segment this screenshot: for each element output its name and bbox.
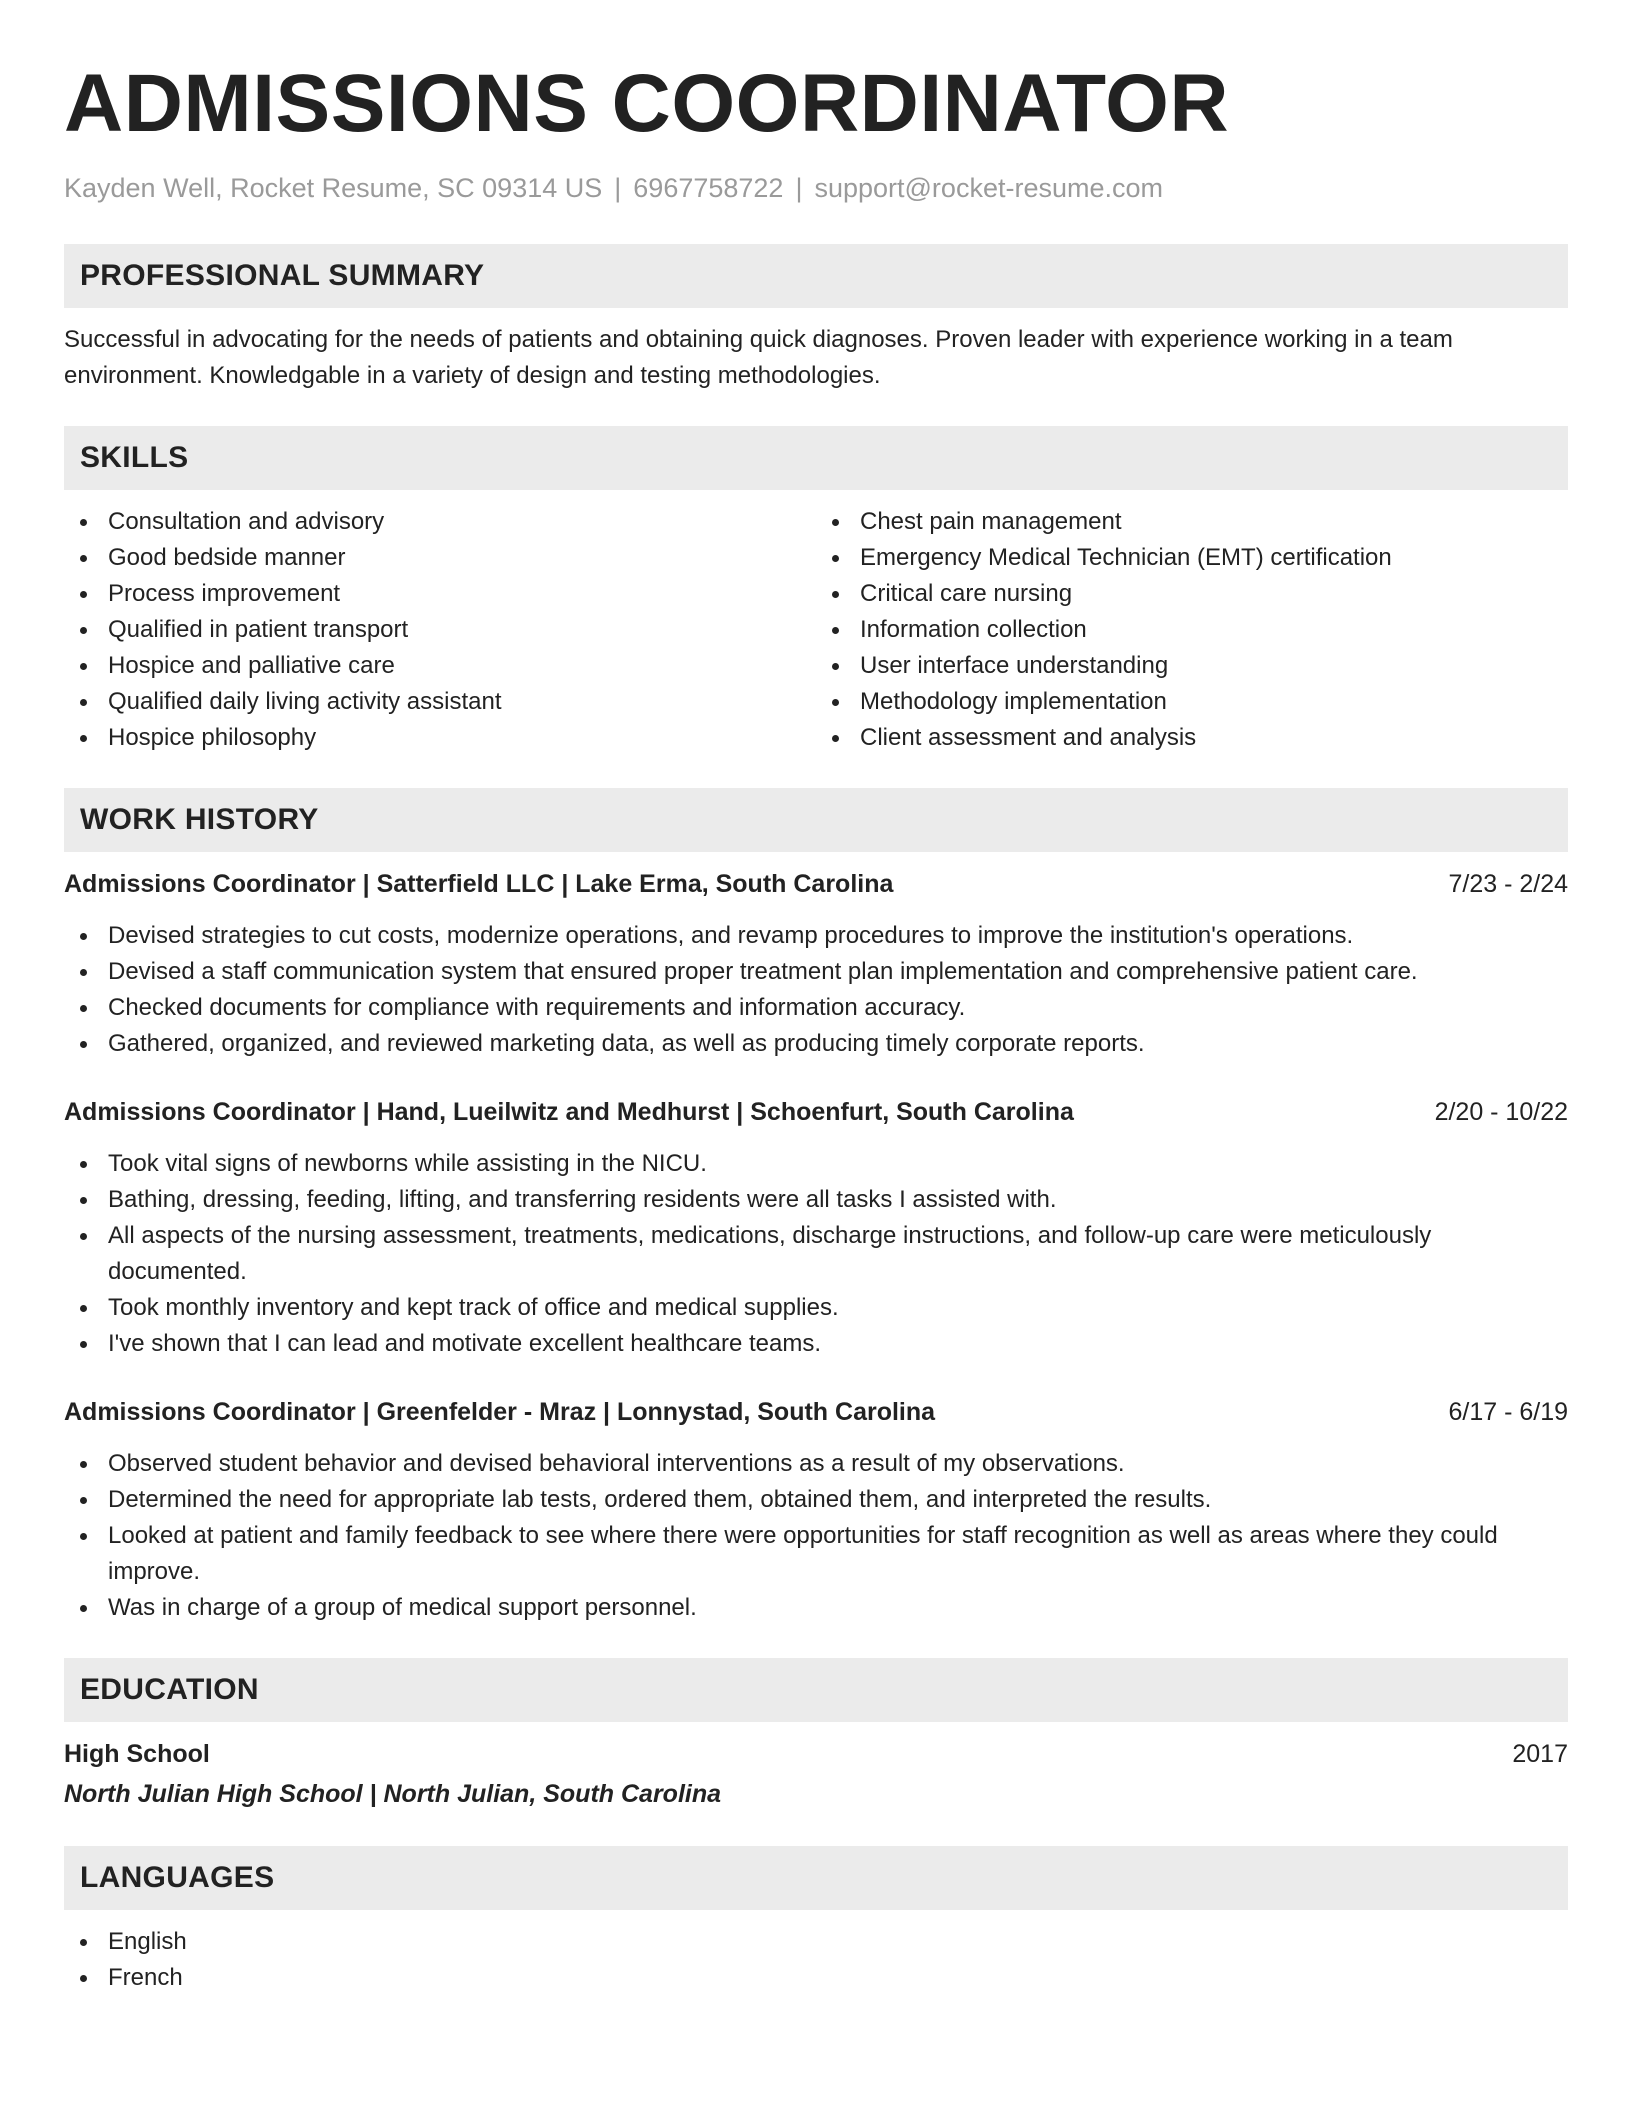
contact-phone: 6967758722: [633, 173, 784, 203]
section-header-education: EDUCATION: [64, 1658, 1568, 1722]
job-header: [64, 1094, 1568, 1130]
skills-column-left: [64, 504, 816, 756]
job-header: [64, 866, 1568, 902]
summary-text: Successful in advocating for the needs of patients and obtaining quick diagnoses. Proven leader with experience working in a team environment. Knowledgable in a variety of design and testing methodologies.: [64, 326, 1453, 389]
job-bullet: Looked at patient and family feedback to see where there were opportunities for staff recognition as well as areas where they could improve.: [64, 1518, 1568, 1590]
skill-item: User interface understanding: [816, 648, 1568, 684]
job-bullet: Devised strategies to cut costs, modernize operations, and revamp procedures to improve the institution's operations.: [64, 918, 1568, 954]
skill-item: Information collection: [816, 612, 1568, 648]
job-header: [64, 1394, 1568, 1430]
skill-item: Methodology implementation: [816, 684, 1568, 720]
job-bullet: I've shown that I can lead and motivate excellent healthcare teams.: [64, 1326, 1568, 1362]
language-item: French: [64, 1960, 1568, 1996]
education-school: North Julian High School | North Julian, South Carolina: [64, 1780, 722, 1808]
job-bullet: Bathing, dressing, feeding, lifting, and transferring residents were all tasks I assisted with.: [64, 1182, 1568, 1218]
contact-email: support@rocket-resume.com: [814, 173, 1163, 203]
job-entry: [64, 866, 1568, 1062]
section-header-skills: SKILLS: [64, 426, 1568, 490]
education-header: [64, 1736, 1568, 1772]
skill-item: Qualified in patient transport: [64, 612, 816, 648]
skill-item: Client assessment and analysis: [816, 720, 1568, 756]
job-bullet: Gathered, organized, and reviewed marketing data, as well as producing timely corporate reports.: [64, 1026, 1568, 1062]
skill-item: Hospice and palliative care: [64, 648, 816, 684]
contact-separator: |: [795, 173, 803, 203]
contact-line: [64, 170, 1568, 206]
section-header-summary: PROFESSIONAL SUMMARY: [64, 244, 1568, 308]
job-dates: 2/20 - 10/22: [1434, 1098, 1568, 1126]
job-bullet: Devised a staff communication system that ensured proper treatment plan implementation and comprehensive patient care.: [64, 954, 1568, 990]
job-entry: [64, 1394, 1568, 1626]
skill-item: Emergency Medical Technician (EMT) certification: [816, 540, 1568, 576]
section-header-work-history: WORK HISTORY: [64, 788, 1568, 852]
resume-title: ADMISSIONS COORDINATOR: [64, 58, 1230, 149]
languages-list: [64, 1924, 1568, 1996]
job-bullet: Observed student behavior and devised behavioral interventions as a result of my observations.: [64, 1446, 1568, 1482]
job-bullets: [64, 918, 1568, 1062]
education-year: 2017: [1512, 1740, 1568, 1768]
skills-list: [64, 504, 1568, 756]
skill-item: Hospice philosophy: [64, 720, 816, 756]
skills-column-right: [816, 504, 1568, 756]
skill-item: Process improvement: [64, 576, 816, 612]
job-bullet: All aspects of the nursing assessment, treatments, medications, discharge instructions, and follow-up care were meticulously documented.: [64, 1218, 1568, 1290]
skill-item: Chest pain management: [816, 504, 1568, 540]
job-bullets: [64, 1146, 1568, 1362]
job-bullet: Determined the need for appropriate lab tests, ordered them, obtained them, and interpreted the results.: [64, 1482, 1568, 1518]
job-entry: [64, 1094, 1568, 1362]
skill-item: Consultation and advisory: [64, 504, 816, 540]
contact-separator: |: [614, 173, 622, 203]
skill-item: Critical care nursing: [816, 576, 1568, 612]
job-title: Admissions Coordinator | Satterfield LLC | Lake Erma, South Carolina: [64, 870, 894, 898]
contact-address: Kayden Well, Rocket Resume, SC 09314 US: [64, 173, 603, 203]
job-dates: 6/17 - 6/19: [1448, 1398, 1568, 1426]
job-dates: 7/23 - 2/24: [1448, 870, 1568, 898]
section-header-languages: LANGUAGES: [64, 1846, 1568, 1910]
job-bullets: [64, 1446, 1568, 1626]
job-bullet: Was in charge of a group of medical support personnel.: [64, 1590, 1568, 1626]
skill-item: Good bedside manner: [64, 540, 816, 576]
skill-item: Qualified daily living activity assistant: [64, 684, 816, 720]
education-degree: High School: [64, 1740, 210, 1768]
job-title: Admissions Coordinator | Greenfelder - Mraz | Lonnystad, South Carolina: [64, 1398, 936, 1426]
job-title: Admissions Coordinator | Hand, Lueilwitz and Medhurst | Schoenfurt, South Carolina: [64, 1098, 1074, 1126]
job-bullet: Took vital signs of newborns while assisting in the NICU.: [64, 1146, 1568, 1182]
language-item: English: [64, 1924, 1568, 1960]
job-bullet: Took monthly inventory and kept track of office and medical supplies.: [64, 1290, 1568, 1326]
job-bullet: Checked documents for compliance with requirements and information accuracy.: [64, 990, 1568, 1026]
